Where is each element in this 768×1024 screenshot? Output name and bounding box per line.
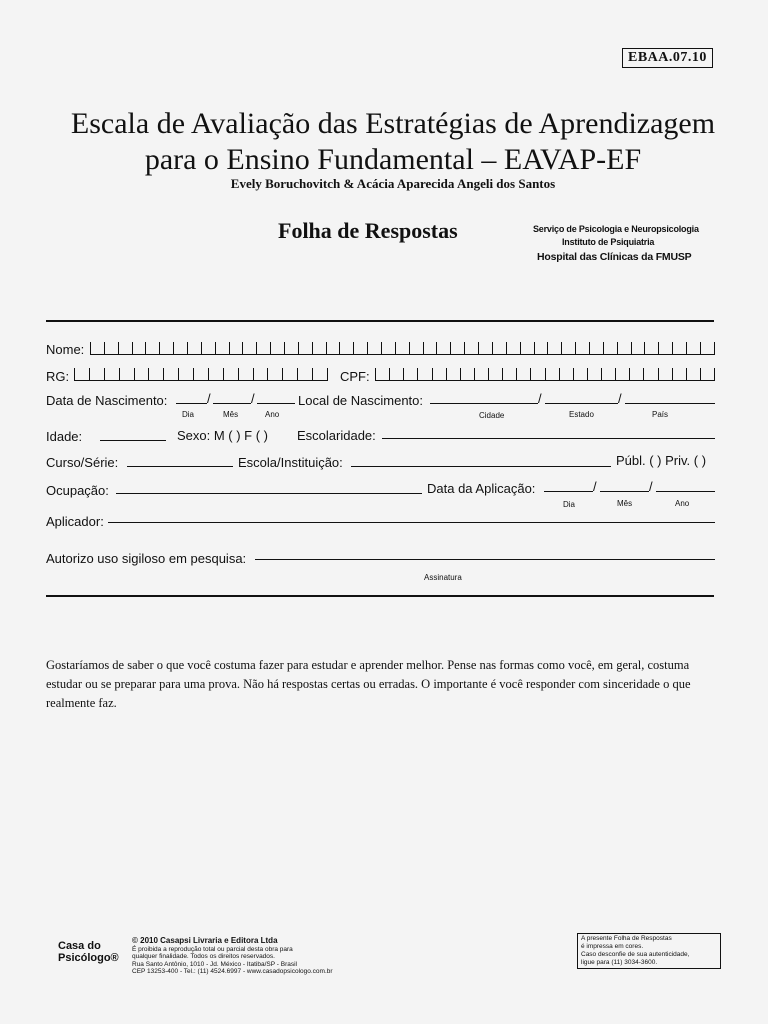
copyright-block: [132, 937, 333, 976]
char-box[interactable]: [658, 368, 672, 380]
brand-line-1: Casa do: [58, 940, 101, 952]
char-box[interactable]: [89, 368, 104, 380]
mes-caption: Mês: [223, 410, 239, 419]
publisher-logo: [58, 940, 119, 964]
char-box[interactable]: [423, 342, 437, 354]
data-nascimento-label: Data de Nascimento:: [46, 393, 168, 408]
char-box[interactable]: [381, 342, 395, 354]
char-box[interactable]: [312, 342, 326, 354]
slash: /: [618, 391, 622, 406]
notice-line-3: Caso desconfie de sua autenticidade,: [581, 951, 690, 958]
char-box[interactable]: [297, 368, 312, 380]
char-box[interactable]: [672, 342, 686, 354]
aplic-dia-field[interactable]: [544, 491, 593, 492]
char-box[interactable]: [686, 368, 700, 380]
char-box[interactable]: [520, 342, 534, 354]
dia-caption: Dia: [563, 500, 576, 509]
char-box[interactable]: [173, 342, 187, 354]
sexo-label[interactable]: Sexo: M ( ) F ( ): [177, 428, 268, 443]
char-box[interactable]: [201, 342, 215, 354]
char-box[interactable]: [643, 368, 657, 380]
authors: Evely Boruchovitch & Acácia Aparecida Angeli dos Santos: [230, 176, 556, 191]
char-box[interactable]: [436, 342, 450, 354]
char-box[interactable]: [403, 368, 417, 380]
local-nascimento-label: Local de Nascimento:: [298, 393, 424, 408]
curso-field[interactable]: [127, 466, 233, 467]
char-box[interactable]: [446, 368, 460, 380]
char-box[interactable]: [492, 342, 506, 354]
char-box[interactable]: [460, 368, 474, 380]
escola-label: Escola/Instituição:: [238, 455, 343, 470]
rg-boxes[interactable]: [74, 368, 328, 381]
char-box[interactable]: [516, 368, 530, 380]
nasc-ano-field[interactable]: [257, 403, 295, 404]
idade-field[interactable]: [100, 440, 166, 441]
char-box[interactable]: [145, 342, 159, 354]
brand-line-2: Psicólogo®: [58, 952, 119, 964]
char-box[interactable]: [506, 342, 520, 354]
char-box[interactable]: [534, 342, 548, 354]
title-line-1: Escala de Avaliação das Estratégias de Aprendizagem: [70, 107, 716, 140]
copy-line-3: Rua Santo Antônio, 1010 - Jd. México - Itatiba/SP - Brasil: [132, 960, 297, 968]
ano-caption: Ano: [265, 410, 280, 419]
aplicador-label: Aplicador:: [46, 514, 104, 529]
slash: /: [251, 391, 255, 406]
char-box[interactable]: [631, 342, 645, 354]
char-box[interactable]: [104, 342, 118, 354]
estado-caption: Estado: [569, 410, 594, 419]
authenticity-notice: [577, 933, 721, 969]
char-box[interactable]: [339, 342, 353, 354]
char-box[interactable]: [686, 342, 700, 354]
nome-boxes[interactable]: [90, 342, 715, 355]
char-box[interactable]: [104, 368, 119, 380]
char-box[interactable]: [284, 342, 298, 354]
copy-line-2: qualquer finalidade. Todos os direitos reservados.: [132, 953, 275, 960]
char-box[interactable]: [270, 342, 284, 354]
cidade-caption: Cidade: [479, 411, 505, 420]
mes-caption: Mês: [617, 499, 633, 508]
char-box[interactable]: [134, 368, 149, 380]
char-box[interactable]: [256, 342, 270, 354]
char-box[interactable]: [488, 368, 502, 380]
char-box[interactable]: [474, 368, 488, 380]
cidade-field[interactable]: [430, 403, 538, 404]
copy-line-4: CEP 13253-400 - Tel.: (11) 4524.6997 - www.casadopsicologo.com.br: [132, 968, 333, 975]
nasc-mes-field[interactable]: [213, 403, 251, 404]
slash: /: [649, 479, 653, 494]
char-box[interactable]: [561, 342, 575, 354]
char-box[interactable]: [658, 342, 672, 354]
service-line-1: Serviço de Psicologia e Neuropsicologia: [533, 224, 699, 234]
slash: /: [593, 479, 597, 494]
service-line-3: Hospital das Clínicas da FMUSP: [537, 251, 692, 263]
char-box[interactable]: [417, 368, 431, 380]
char-box[interactable]: [253, 368, 268, 380]
nasc-dia-field[interactable]: [176, 403, 207, 404]
slash: /: [207, 391, 211, 406]
ano-caption: Ano: [675, 499, 690, 508]
char-box[interactable]: [464, 342, 478, 354]
rg-label: RG:: [46, 369, 70, 384]
assinatura-caption: Assinatura: [424, 573, 462, 582]
char-box[interactable]: [242, 342, 256, 354]
char-box[interactable]: [312, 368, 328, 380]
char-box[interactable]: [148, 368, 163, 380]
notice-line-1: A presente Folha de Respostas: [581, 935, 672, 942]
curso-label: Curso/Série:: [46, 455, 119, 470]
escolaridade-label: Escolaridade:: [297, 428, 376, 443]
char-box[interactable]: [575, 342, 589, 354]
char-box[interactable]: [601, 368, 615, 380]
char-box[interactable]: [353, 342, 367, 354]
publ-priv-options[interactable]: Públ. ( ) Priv. ( ): [616, 453, 707, 468]
char-box[interactable]: [395, 342, 409, 354]
bottom-rule: [46, 595, 714, 597]
char-box[interactable]: [617, 342, 631, 354]
title-line-2: para o Ensino Fundamental – EAVAP-EF: [144, 143, 642, 176]
char-box[interactable]: [215, 342, 229, 354]
char-box[interactable]: [118, 342, 132, 354]
char-box[interactable]: [559, 368, 573, 380]
estado-field[interactable]: [545, 403, 618, 404]
char-box[interactable]: [119, 368, 134, 380]
char-box[interactable]: [132, 342, 146, 354]
subtitle: Folha de Respostas: [278, 218, 458, 243]
pais-field[interactable]: [625, 403, 715, 404]
autorizo-label: Autorizo uso sigiloso em pesquisa:: [46, 551, 247, 566]
char-box[interactable]: [229, 342, 243, 354]
copyright: © 2010 Casapsi Livraria e Editora Ltda: [132, 936, 278, 945]
char-box[interactable]: [159, 342, 173, 354]
aplic-ano-field[interactable]: [656, 491, 715, 492]
aplicador-field[interactable]: [108, 522, 715, 523]
char-box[interactable]: [672, 368, 686, 380]
char-box[interactable]: [629, 368, 643, 380]
char-box[interactable]: [644, 342, 658, 354]
ocupacao-field[interactable]: [116, 493, 422, 494]
char-box[interactable]: [615, 368, 629, 380]
char-box[interactable]: [367, 342, 381, 354]
char-box[interactable]: [326, 342, 340, 354]
service-line-2: Instituto de Psiquiatria: [562, 237, 655, 247]
char-box[interactable]: [589, 342, 603, 354]
dia-caption: Dia: [182, 410, 195, 419]
char-box[interactable]: [547, 342, 561, 354]
char-box[interactable]: [450, 342, 464, 354]
char-box[interactable]: [545, 368, 559, 380]
slash: /: [538, 391, 542, 406]
char-box[interactable]: [223, 368, 238, 380]
pais-caption: País: [652, 410, 669, 419]
form-code: EBAA.07.10: [622, 48, 713, 68]
char-box[interactable]: [389, 368, 403, 380]
char-box[interactable]: [178, 368, 193, 380]
char-box[interactable]: [267, 368, 282, 380]
cpf-boxes[interactable]: [375, 368, 715, 381]
aplic-mes-field[interactable]: [600, 491, 649, 492]
char-box[interactable]: [478, 342, 492, 354]
char-box[interactable]: [573, 368, 587, 380]
data-aplicacao-label: Data da Aplicação:: [427, 481, 536, 496]
notice-line-2: é impressa em cores.: [581, 943, 644, 950]
escola-field[interactable]: [351, 466, 611, 467]
char-box[interactable]: [700, 342, 715, 354]
escolaridade-field[interactable]: [382, 438, 715, 439]
copy-line-1: É proibida a reprodução total ou parcial desta obra para: [132, 945, 293, 953]
char-box[interactable]: [282, 368, 297, 380]
instructions-paragraph: Gostaríamos de saber o que você costuma fazer para estudar e aprender melhor. Pense nas formas como você, em geral, costuma estudar ou se preparar para uma prova. Não há respostas certas ou erradas. O importante é você responder com sinceridade o que realmente faz.: [46, 658, 691, 710]
char-box[interactable]: [298, 342, 312, 354]
nome-label: Nome:: [46, 342, 85, 357]
char-box[interactable]: [432, 368, 446, 380]
char-box[interactable]: [193, 368, 208, 380]
char-box[interactable]: [163, 368, 178, 380]
char-box[interactable]: [587, 368, 601, 380]
char-box[interactable]: [187, 342, 201, 354]
char-box[interactable]: [238, 368, 253, 380]
idade-label: Idade:: [46, 429, 83, 444]
notice-line-4: ligue para (11) 3034-3600.: [581, 959, 658, 966]
cpf-label: CPF:: [340, 369, 370, 384]
char-box[interactable]: [409, 342, 423, 354]
char-box[interactable]: [700, 368, 715, 380]
char-box[interactable]: [530, 368, 544, 380]
ocupacao-label: Ocupação:: [46, 483, 109, 498]
char-box[interactable]: [208, 368, 223, 380]
top-rule: [46, 320, 714, 322]
char-box[interactable]: [90, 342, 104, 354]
assinatura-field[interactable]: [255, 559, 715, 560]
char-box[interactable]: [375, 368, 389, 380]
char-box[interactable]: [74, 368, 89, 380]
char-box[interactable]: [502, 368, 516, 380]
char-box[interactable]: [603, 342, 617, 354]
